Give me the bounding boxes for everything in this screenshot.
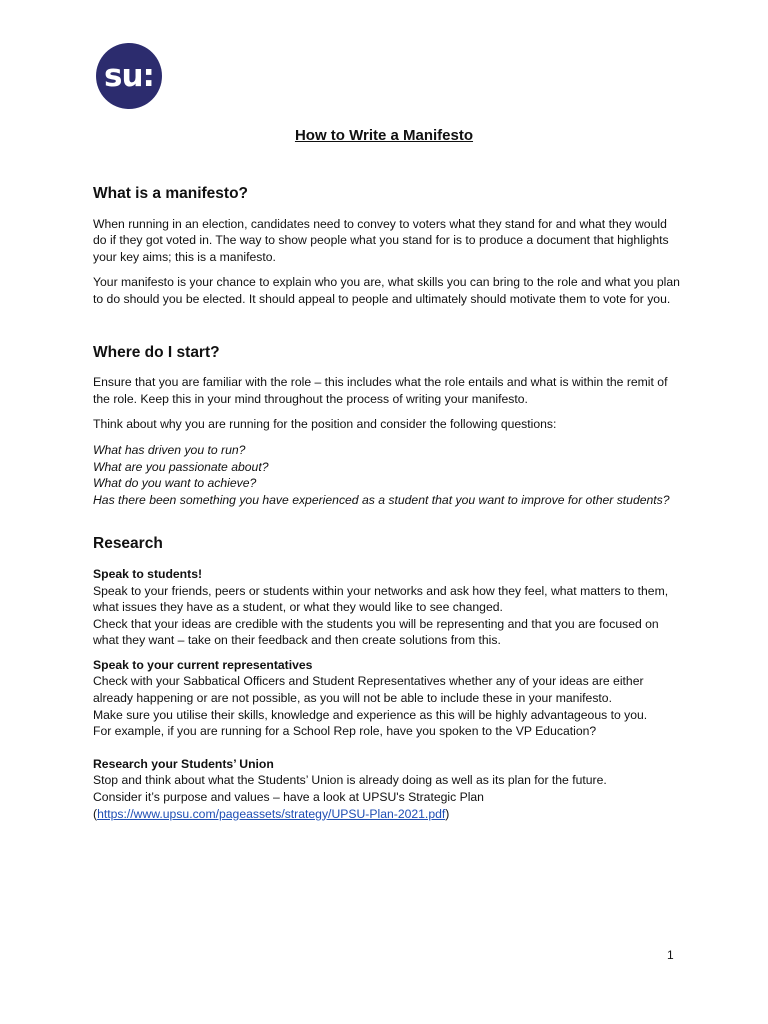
text-line: Make sure you utilise their skills, knowledge and experience as this will be highly advantageous to you. (93, 707, 648, 722)
text-line: Consider it’s purpose and values – have a look at UPSU's Strategic Plan (93, 790, 484, 805)
subheading-speak-students: Speak to students! (93, 566, 203, 581)
question-item: Has there been something you have experienced as a student that you want to improve for other students? (93, 492, 670, 507)
subheading-students-union: Research your Students’ Union (93, 756, 274, 771)
text-line: Check that your ideas are credible with the students you will be representing and that you are focused on what they want – take on their feedback and then create solutions from this. (93, 616, 659, 648)
text-line: Speak to your friends, peers or students within your networks and ask how they feel, what matters to them, what issues they have as a student, or what they would like to see changed. (93, 583, 669, 615)
question-item: What has driven you to run? (93, 442, 246, 457)
text-line: Check with your Sabbatical Officers and Student Representatives whether any of your ideas are either already happening or are not possible, as you will not be able to include these in your manifesto. (93, 674, 644, 706)
heading-research: Research (93, 535, 163, 553)
page-title: How to Write a Manifesto (294, 127, 474, 144)
paragraph: When running in an election, candidates need to convey to voters what they stand for and what they would do if they got voted in. The way to show people what you stand for is to produce a document that highlights your key aims; this is a manifesto. (93, 216, 669, 264)
su-logo (96, 43, 162, 109)
subheading-representatives: Speak to your current representatives (93, 657, 313, 672)
link-line: (https://www.upsu.com/pageassets/strategy/UPSU-Plan-2021.pdf) (93, 806, 450, 821)
paragraph: Your manifesto is your chance to explain who you are, what skills you can bring to the role and what you plan to do should you be elected. It should appeal to people and ultimately should motivate them to vote for you. (93, 275, 680, 306)
question-item: What are you passionate about? (93, 459, 269, 474)
logo-text: su: (104, 58, 154, 94)
strategic-plan-link[interactable]: https://www.upsu.com/pageassets/strategy/UPSU-Plan-2021.pdf (97, 806, 446, 821)
heading-where-start: Where do I start? (93, 343, 220, 361)
question-list (93, 442, 683, 508)
paragraph: Think about why you are running for the position and consider the following questions: (93, 417, 557, 432)
paragraph: Ensure that you are familiar with the role – this includes what the role entails and what is within the remit of the role. Keep this in your mind throughout the process of writing your manifesto. (93, 375, 668, 406)
page-number: 1 (667, 948, 674, 962)
question-item: What do you want to achieve? (93, 476, 257, 491)
document-body (93, 186, 683, 822)
text-line: Stop and think about what the Students’ Union is already doing as well as its plan for the future. (93, 773, 607, 788)
heading-what-is-manifesto: What is a manifesto? (93, 185, 249, 202)
text-line: For example, if you are running for a School Rep role, have you spoken to the VP Education? (93, 724, 597, 739)
